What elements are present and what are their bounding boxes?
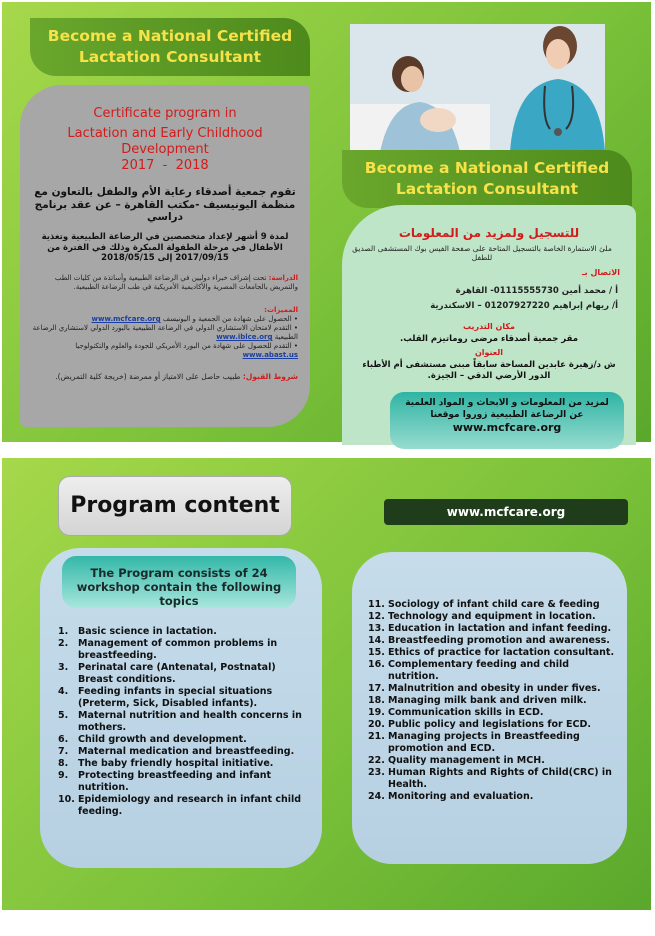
more-info-text: لمزيد من المعلومات و الابحاث و المواد العلمية عن الرضاعة الطبيعية زوروا موقعنا xyxy=(405,398,609,420)
mother-nurse-photo xyxy=(350,24,605,152)
abast-link[interactable]: www.abast.us xyxy=(242,351,298,359)
topic-text: Epidemiology and research in infant child feeding. xyxy=(78,794,302,817)
topic-number: 12. xyxy=(368,611,385,622)
topic-item xyxy=(368,767,620,791)
topic-number: 21. xyxy=(368,731,385,742)
contact-1: أ / محمد أمين 01115555730- القاهرة xyxy=(455,286,618,296)
topic-text: Maternal nutrition and health concerns in mothers. xyxy=(78,710,302,733)
topic-number: 13. xyxy=(368,623,385,634)
topic-item xyxy=(368,611,620,623)
topic-item xyxy=(368,791,620,803)
iblce-link[interactable]: www.iblce.org xyxy=(216,333,273,341)
topic-text: Education in lactation and infant feeding. xyxy=(388,623,612,634)
cert-line-2: Lactation and Early Childhood Development xyxy=(67,126,263,157)
topic-item xyxy=(368,707,620,719)
topic-text: Protecting breastfeeding and infant nutrition. xyxy=(78,770,272,793)
topic-item xyxy=(368,599,620,611)
feature-1: • الحصول على شهادة من الجمعية و اليونيسف www.mcfcare.org xyxy=(91,315,298,323)
study-section xyxy=(32,274,298,292)
topic-item xyxy=(368,647,620,659)
topic-number: 23. xyxy=(368,767,385,778)
website-link[interactable]: www.mcfcare.org xyxy=(452,421,562,434)
topic-number: 9. xyxy=(58,770,69,781)
topic-number: 11. xyxy=(368,599,385,610)
topic-number: 5. xyxy=(58,710,69,721)
topic-text: Ethics of practice for lactation consultant. xyxy=(388,647,615,658)
study-label: الدراسة: xyxy=(268,274,298,282)
topic-number: 14. xyxy=(368,635,385,646)
topic-item xyxy=(368,755,620,767)
certificate-heading xyxy=(30,106,300,174)
topic-item xyxy=(368,659,620,683)
venue-label: مكان التدريب xyxy=(463,322,515,331)
topic-text: Child growth and development. xyxy=(78,734,247,745)
topic-number: 19. xyxy=(368,707,385,718)
feature-2: • التقدم لامتحان الاستشاري الدولي في الرضاعة الطبيعية بالبورد الدولي لاستشاري الرضاعة الطبيعية www.iblce.org xyxy=(32,324,298,341)
address-text: ش د/زهيرة عابدين المساحة سابقاً مبنى مستشفى أم الأطباء الدور الأرضي الدقي – الجيزة. xyxy=(362,360,616,381)
admission-section xyxy=(32,372,298,381)
topic-text: Managing projects in Breastfeeding promotion and ECD. xyxy=(388,731,580,754)
topic-text: Complementary feeding and child nutrition. xyxy=(388,659,570,682)
topic-text: Public policy and legislations for ECD. xyxy=(388,719,591,730)
topic-number: 10. xyxy=(58,794,75,805)
topic-text: Human Rights and Rights of Child(CRC) in Health. xyxy=(388,767,612,790)
topic-number: 8. xyxy=(58,758,69,769)
topic-item xyxy=(58,734,312,746)
topic-number: 15. xyxy=(368,647,385,658)
topic-number: 17. xyxy=(368,683,385,694)
program-content-title: Program content xyxy=(58,476,292,536)
website-button[interactable]: www.mcfcare.org xyxy=(384,499,628,525)
topic-item xyxy=(368,695,620,707)
topic-item xyxy=(368,731,620,755)
topic-item xyxy=(58,770,312,794)
contact-2: أ/ ريهام إبراهيم 01207927220 – الاسكندرية xyxy=(430,301,618,311)
topic-item xyxy=(368,635,620,647)
topic-text: Quality management in MCH. xyxy=(388,755,545,766)
feature-1-text: الحصول على شهادة من الجمعية و اليونيسف xyxy=(162,315,292,323)
topic-item xyxy=(58,710,312,734)
cert-line-1: Certificate program in xyxy=(93,106,237,121)
topic-item xyxy=(368,623,620,635)
banner-right xyxy=(342,150,632,208)
cert-years: 2017 - 2018 xyxy=(121,158,209,173)
topic-text: Monitoring and evaluation. xyxy=(388,791,534,802)
arabic-intro: تقوم جمعية أصدقاء رعاية الأم والطفل بالتعاون مع منظمة اليونيسيف -مكتب القاهرة – عن عقد برنامج دراسي xyxy=(34,186,296,223)
topic-text: Basic science in lactation. xyxy=(78,626,217,637)
arabic-duration: لمدة 9 أشهر لإعداد متخصصين في الرضاعة الطبيعية وتغذية الأطفال في مرحلة الطفولة المبكرة وذلك في الفترة من 2017/09/15 إلى 2018/05/15 xyxy=(41,232,289,263)
topic-item xyxy=(58,626,312,638)
topic-number: 1. xyxy=(58,626,69,637)
topic-text: Management of common problems in breastfeeding. xyxy=(78,638,278,661)
banner-title: Become a National Certified Lactation Consultant xyxy=(47,27,293,66)
contacts xyxy=(360,284,618,314)
topic-number: 7. xyxy=(58,746,69,757)
features-label: المميزات: xyxy=(264,306,298,314)
topic-number: 18. xyxy=(368,695,385,706)
topic-item xyxy=(368,683,620,695)
register-title: للتسجيل ولمزيد من المعلومات xyxy=(398,226,580,240)
topic-text: Communication skills in ECD. xyxy=(388,707,544,718)
topic-item xyxy=(58,638,312,662)
topic-text: The baby friendly hospital initiative. xyxy=(78,758,274,769)
topic-text: Breastfeeding promotion and awareness. xyxy=(388,635,610,646)
banner-title-right: Become a National Certified Lactation Consultant xyxy=(364,159,610,198)
program-header: The Program consists of 24 workshop contain the following topics xyxy=(62,556,296,608)
topic-text: Malnutrition and obesity in under fives. xyxy=(388,683,601,694)
study-text: تحت إشراف خبراء دوليين في الرضاعة الطبيعية وأساتذة من كليات الطب والتمريض بالجامعات المصرية والأكاديمية الأمريكية في طب الرضاعة الطبيعية. xyxy=(54,274,298,291)
features-section xyxy=(32,306,298,360)
topic-item xyxy=(58,686,312,710)
feature-3: • التقدم للحصول على شهادة من البورد الأمريكي للجودة والعلوم والتكنولوجيا www.abast.us xyxy=(75,342,298,359)
contact-label: الاتصال بـ xyxy=(581,268,620,277)
register-text: ملئ الاستمارة الخاصة بالتسجيل المتاحة على صفحة الفيس بوك المستشفى الصديق للطفل xyxy=(352,244,612,262)
topic-number: 22. xyxy=(368,755,385,766)
topic-number: 4. xyxy=(58,686,69,697)
admission-label: شروط القبول: xyxy=(242,372,298,381)
topic-number: 3. xyxy=(58,662,69,673)
venue-text: مقر جمعية أصدقاء مرضى روماتيزم القلب. xyxy=(400,334,578,344)
more-info-box xyxy=(390,392,624,449)
admission-text: طبيب حاصل على الامتياز أو ممرضة (خريجة كلية التمريض). xyxy=(55,372,241,381)
topic-item xyxy=(58,794,312,818)
topic-number: 20. xyxy=(368,719,385,730)
banner-top-left xyxy=(30,18,310,76)
topic-text: Managing milk bank and driven milk. xyxy=(388,695,587,706)
feature-2-text: التقدم لامتحان الاستشاري الدولي في الرضاعة الطبيعية بالبورد الدولي لاستشاري الرضاعة الطبيعية xyxy=(32,324,298,341)
topic-item xyxy=(368,719,620,731)
topic-item xyxy=(58,746,312,758)
topic-text: Technology and equipment in location. xyxy=(388,611,596,622)
topic-number: 6. xyxy=(58,734,69,745)
topic-item xyxy=(58,662,312,686)
topic-number: 24. xyxy=(368,791,385,802)
address-label: العنوان xyxy=(474,348,504,357)
topic-item xyxy=(58,758,312,770)
mcfcare-link[interactable]: www.mcfcare.org xyxy=(91,315,161,323)
topic-text: Maternal medication and breastfeeding. xyxy=(78,746,295,757)
topics-list-right xyxy=(368,599,620,803)
topic-text: Feeding infants in special situations (Preterm, Sick, Disabled infants). xyxy=(78,686,273,709)
topic-text: Perinatal care (Antenatal, Postnatal) Breast conditions. xyxy=(78,662,276,685)
feature-3-text: التقدم للحصول على شهادة من البورد الأمريكي للجودة والعلوم والتكنولوجيا xyxy=(75,342,292,350)
topic-number: 16. xyxy=(368,659,385,670)
topics-list-left xyxy=(58,626,312,818)
topic-text: Sociology of infant child care & feeding xyxy=(388,599,600,610)
topic-number: 2. xyxy=(58,638,69,649)
